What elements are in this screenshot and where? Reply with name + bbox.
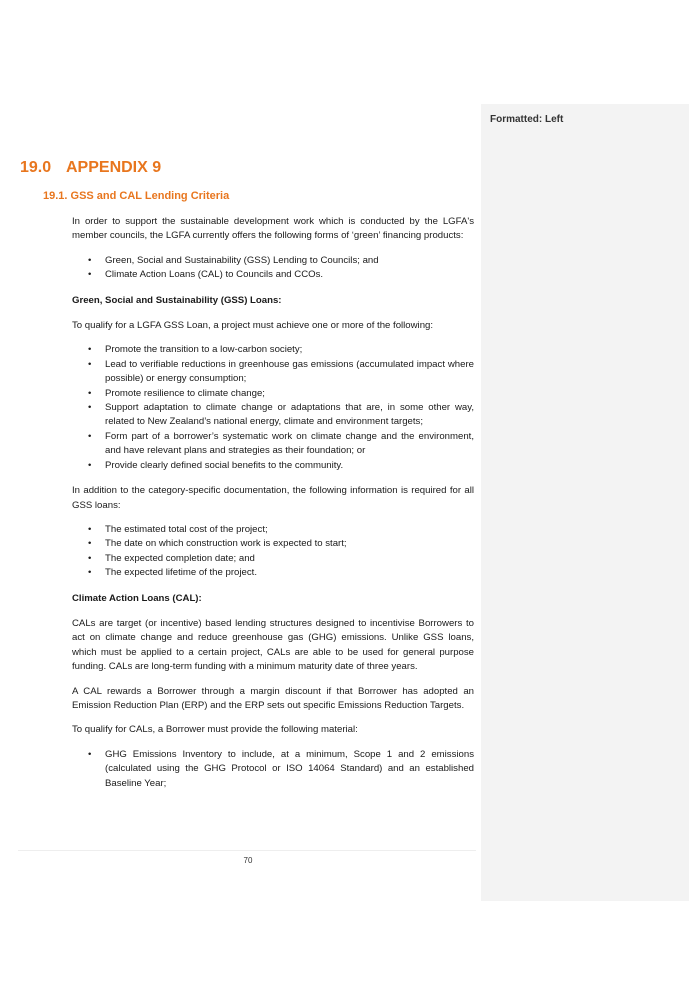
gss-heading: Green, Social and Sustainability (GSS) Loans: [72, 294, 282, 306]
list-item: • Promote resilience to climate change; [105, 387, 474, 401]
list-item: • Promote the transition to a low-carbon society; [105, 343, 474, 357]
gss-criteria-list [72, 343, 474, 473]
cal-paragraph-2: A CAL rewards a Borrower through a margin discount if that Borrower has adopted an Emission Reduction Plan (ERP) and the ERP sets out specific Emissions Reduction Targets. [72, 685, 474, 711]
footer-divider [18, 850, 476, 851]
list-item: • The expected lifetime of the project. [105, 566, 474, 580]
cal-materials-list [72, 748, 474, 791]
appendix-heading-title: APPENDIX 9 [66, 159, 162, 176]
document-body [72, 215, 474, 802]
products-list [72, 254, 474, 283]
gss-qualify-paragraph: To qualify for a LGFA GSS Loan, a project must achieve one or more of the following: [72, 320, 434, 332]
list-item: • GHG Emissions Inventory to include, at a minimum, Scope 1 and 2 emissions (calculated using the GHG Protocol or ISO 14064 Standard) and an established Baseline Year; [105, 748, 474, 791]
cal-paragraph-1: CALs are target (or incentive) based lending structures designed to incentivise Borrowers to act on climate change and reduce greenhouse gas (GHG) emissions. Unlike GSS loans, which must be applied to a certain project, CALs are able to be used for general purpose funding. CALs are long-term funding with a minimum maturity date of three years. [72, 617, 474, 673]
list-item: • The expected completion date; and [105, 552, 474, 566]
list-item: • Green, Social and Sustainability (GSS) Lending to Councils; and [105, 254, 474, 268]
cal-heading: Climate Action Loans (CAL): [72, 592, 202, 604]
list-item: • Support adaptation to climate change or adaptations that are, in some other way, related to New Zealand’s national energy, climate and environment targets; [105, 401, 474, 430]
list-item: • Form part of a borrower’s systematic work on climate change and the environment, and have relevant plans and strategies as their foundation; or [105, 430, 474, 459]
list-item: • Lead to verifiable reductions in greenhouse gas emissions (accumulated impact where possible) or energy consumption; [105, 358, 474, 387]
section-subheading: 19.1. GSS and CAL Lending Criteria [43, 190, 230, 202]
comment-pane [481, 104, 689, 901]
cal-qualify-paragraph: To qualify for CALs, a Borrower must provide the following material: [72, 724, 358, 736]
list-item: • Climate Action Loans (CAL) to Councils and CCOs. [105, 268, 474, 282]
page-number: 70 [243, 856, 253, 865]
gss-additional-paragraph: In addition to the category-specific documentation, the following information is required for all GSS loans: [72, 485, 474, 511]
appendix-heading-number: 19.0 [20, 159, 52, 176]
list-item: • The date on which construction work is expected to start; [105, 537, 474, 551]
list-item: • Provide clearly defined social benefits to the community. [105, 459, 474, 473]
intro-paragraph: In order to support the sustainable development work which is conducted by the LGFA's member councils, the LGFA currently offers the following forms of ‘green’ financing products: [72, 216, 474, 242]
list-item: • The estimated total cost of the project; [105, 523, 474, 537]
gss-info-list [72, 523, 474, 581]
appendix-heading [20, 159, 161, 177]
comment-formatted-label: Formatted: Left [490, 114, 564, 125]
